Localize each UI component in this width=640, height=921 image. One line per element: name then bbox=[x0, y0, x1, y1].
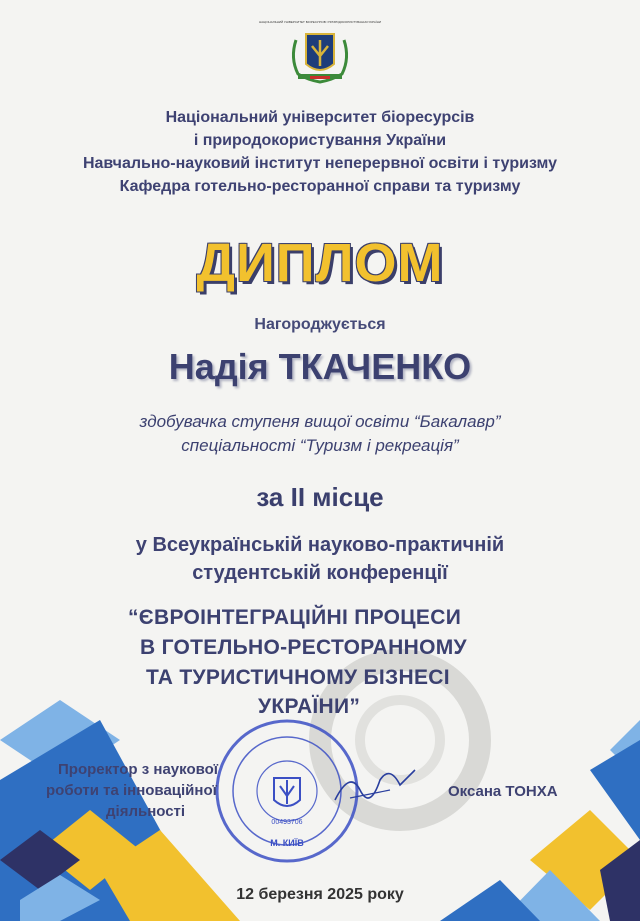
university-name-line2: і природокористування України bbox=[193, 132, 447, 149]
university-name-line1: Національний університет біоресурсів bbox=[165, 109, 475, 126]
signatory-title-line2: роботи та інноваційної bbox=[46, 782, 217, 799]
issue-date: 12 березня 2025 року bbox=[236, 886, 404, 903]
signatory-title-line1: Проректор з наукової bbox=[58, 761, 219, 778]
emblem-caption: НАЦІОНАЛЬНИЙ УНІВЕРСИТЕТ БІОРЕСУРСІВ І ПРИРОДОКОРИСТУВАННЯ УКРАЇНИ bbox=[258, 20, 382, 24]
specialty-description: спеціальності “Туризм і рекреація” bbox=[181, 436, 459, 455]
emblem-icon bbox=[258, 18, 382, 84]
conference-line1: у Всеукраїнській науково-практичній bbox=[135, 534, 505, 556]
institute-name: Навчально-науковий інститут неперервної освіти і туризму bbox=[82, 155, 558, 172]
conference-line2: студентській конференції bbox=[192, 562, 448, 584]
diploma-title: ДИПЛОМ bbox=[196, 233, 444, 293]
department-name: Кафедра готельно-ресторанної справи та туризму bbox=[119, 178, 521, 195]
topic-line1: “ЄВРОІНТЕГРАЦІЙНІ ПРОЦЕСИ bbox=[128, 606, 462, 629]
signatory-title-line3: діяльності bbox=[106, 803, 186, 820]
signatory-name: Оксана ТОНХА bbox=[448, 783, 558, 800]
award-place: за ІІ місце bbox=[256, 482, 384, 512]
stamp-code: 00493706 bbox=[271, 819, 303, 826]
handwritten-signature bbox=[330, 760, 420, 810]
stamp-city: М. КИЇВ bbox=[270, 838, 304, 848]
topic-line4: УКРАЇНИ” bbox=[258, 695, 361, 718]
topic-line2: В ГОТЕЛЬНО-РЕСТОРАННОМУ bbox=[140, 636, 467, 659]
university-emblem bbox=[258, 18, 382, 84]
recipient-name: Надія ТКАЧЕНКО bbox=[168, 346, 472, 387]
topic-line3: ТА ТУРИСТИЧНОМУ БІЗНЕСІ bbox=[146, 666, 450, 689]
degree-description: здобувачка ступеня вищої освіти “Бакалавр” bbox=[139, 412, 501, 431]
awarded-label: Нагороджується bbox=[254, 316, 386, 333]
